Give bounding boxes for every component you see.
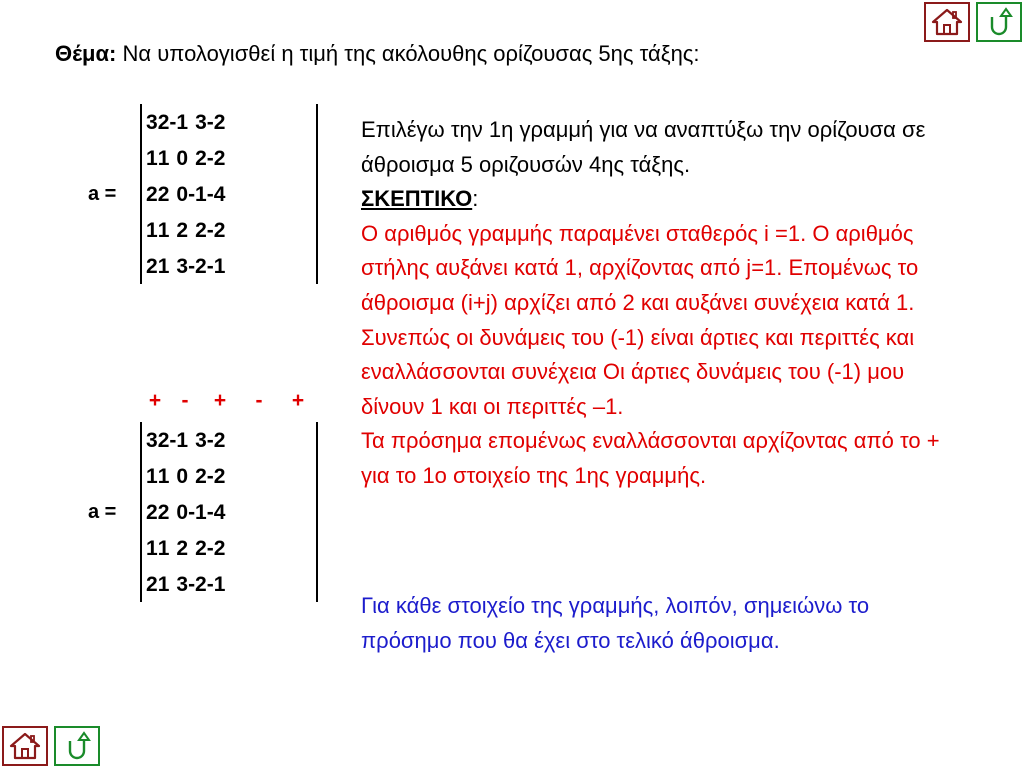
reasoning-heading: ΣΚΕΠΤΙΚΟ xyxy=(361,186,473,212)
table-row xyxy=(146,459,225,495)
table-row xyxy=(146,423,225,459)
home-button[interactable] xyxy=(924,2,970,42)
matrix-table xyxy=(146,105,225,285)
matrix-cell: 2 xyxy=(176,219,189,242)
sign-1: + xyxy=(148,389,162,412)
left-bar xyxy=(140,422,142,602)
matrix-cell: -1 xyxy=(206,573,226,596)
matrix-cell: 1 xyxy=(157,537,170,560)
matrix-cell: 1 xyxy=(146,219,158,242)
matrix-cell: -2 xyxy=(188,255,207,278)
sign-4: - xyxy=(255,389,263,412)
table-row xyxy=(146,531,225,567)
matrix-cell: 3 xyxy=(146,111,158,134)
matrix-cell: 0 xyxy=(176,465,189,488)
home-icon xyxy=(8,731,42,761)
reasoning-text: Ο αριθμός γραμμής παραμένει σταθερός i =1. Ο αριθμός στήλης αυξάνει κατά 1, αρχίζοντας από j=1. Επομένως το άθροισμα (i+j) αρχίζει από 2 και αυξάνει συνέχεια κατά 1. Συνεπώς οι δυνάμεις του (-1) είναι άρτιες και περιττές και εναλλάσσονται συνέχεια Οι άρτιες δυνάμεις του (-1) μου δίνουν 1 και οι περιττές –1. xyxy=(361,220,919,419)
title-text: Να υπολογισθεί η τιμή της ακόλουθης ορίζουσας 5ης τάξης: xyxy=(116,41,700,66)
sign-5: + xyxy=(291,389,305,412)
reasoning-heading-line xyxy=(361,182,961,217)
matrix-cell: 3 xyxy=(176,573,189,596)
heading-suffix: : xyxy=(472,186,479,212)
table-row xyxy=(146,567,225,603)
page-title xyxy=(55,41,700,67)
matrix-cell: 1 xyxy=(157,147,170,170)
matrix-cell: -2 xyxy=(206,465,226,488)
matrix-cell: 1 xyxy=(157,255,170,278)
matrix-cell: 2 xyxy=(195,219,207,242)
sign-3: + xyxy=(213,389,227,412)
matrix-cell: 0 xyxy=(176,147,189,170)
right-bar xyxy=(316,422,318,602)
matrix-cell: 2 xyxy=(157,429,170,452)
return-button-bottom[interactable] xyxy=(54,726,100,766)
conclusion-text: Τα πρόσημα επομένως εναλλάσσονται αρχίζοντας από το + για το 1ο στοιχείο της 1ης γραμμής. xyxy=(361,428,940,488)
matrix-cell: 2 xyxy=(146,501,158,524)
table-row xyxy=(146,141,225,177)
matrix-cell: -1 xyxy=(169,111,189,134)
note-text: Για κάθε στοιχείο της γραμμής, λοιπόν, σημειώνω το πρόσημο που θα έχει στο τελικό άθροισμα. xyxy=(361,593,870,653)
home-button-bottom[interactable] xyxy=(2,726,48,766)
matrix-cell: 0 xyxy=(176,183,189,206)
explanation-block xyxy=(361,113,961,494)
matrix-cell: -2 xyxy=(206,111,226,134)
matrix-cell: 1 xyxy=(157,219,170,242)
table-row xyxy=(146,213,225,249)
right-bar xyxy=(316,104,318,284)
matrix-cell: -1 xyxy=(188,501,207,524)
matrix-cell: -4 xyxy=(206,501,226,524)
return-button[interactable] xyxy=(976,2,1022,42)
matrix-cell: 2 xyxy=(146,255,158,278)
matrix-cell: -2 xyxy=(206,219,226,242)
matrix-cell: 2 xyxy=(146,183,158,206)
matrix-cell: -1 xyxy=(169,429,189,452)
return-arrow-icon xyxy=(982,7,1016,37)
matrix-cell: 3 xyxy=(195,429,207,452)
matrix-cell: -4 xyxy=(206,183,226,206)
table-row xyxy=(146,177,225,213)
matrix-table xyxy=(146,423,225,603)
table-row xyxy=(146,495,225,531)
matrix-cell: 2 xyxy=(157,183,170,206)
matrix-label: a = xyxy=(88,501,117,523)
matrix-cell: 1 xyxy=(157,465,170,488)
matrix-cell: 2 xyxy=(195,465,207,488)
intro-text: Επιλέγω την 1η γραμμή για να αναπτύξω την ορίζουσα σε άθροισμα 5 οριζουσών 4ης τάξης. xyxy=(361,117,926,177)
matrix-cell: 2 xyxy=(146,573,158,596)
matrix-label: a = xyxy=(88,183,117,205)
table-row xyxy=(146,105,225,141)
matrix-cell: 3 xyxy=(195,111,207,134)
matrix-cell: 2 xyxy=(195,147,207,170)
table-row xyxy=(146,249,225,285)
matrix-cell: -2 xyxy=(206,429,226,452)
matrix-cell: 1 xyxy=(157,573,170,596)
sign-2: - xyxy=(181,389,189,412)
matrix-cell: -2 xyxy=(206,147,226,170)
matrix-cell: 1 xyxy=(146,147,158,170)
matrix-cell: 2 xyxy=(157,111,170,134)
matrix-cell: -2 xyxy=(188,573,207,596)
matrix-cell: 0 xyxy=(176,501,189,524)
matrix-cell: 2 xyxy=(195,537,207,560)
home-icon xyxy=(930,7,964,37)
matrix-cell: 1 xyxy=(146,537,158,560)
matrix-cell: -1 xyxy=(206,255,226,278)
matrix-cell: 3 xyxy=(176,255,189,278)
left-bar xyxy=(140,104,142,284)
matrix-cell: -1 xyxy=(188,183,207,206)
matrix-cell: 1 xyxy=(146,465,158,488)
return-arrow-icon xyxy=(60,731,94,761)
matrix-cell: 2 xyxy=(157,501,170,524)
title-prefix: Θέμα: xyxy=(55,41,117,66)
matrix-cell: 3 xyxy=(146,429,158,452)
matrix-cell: 2 xyxy=(176,537,189,560)
matrix-cell: -2 xyxy=(206,537,226,560)
